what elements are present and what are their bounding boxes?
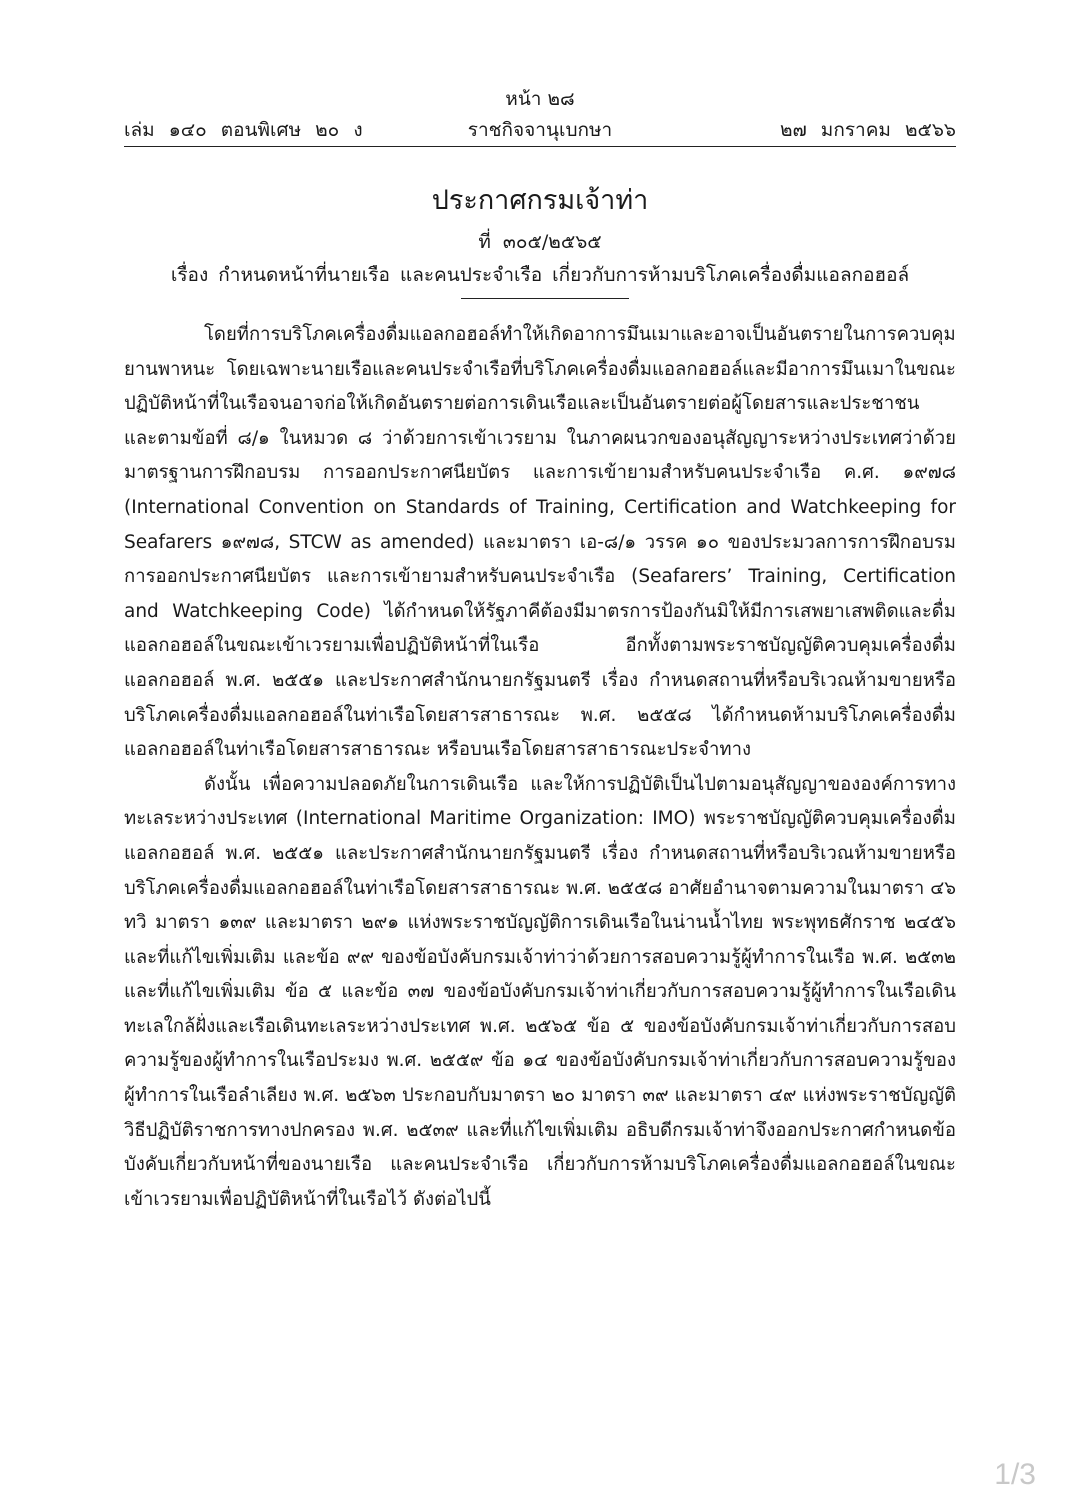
page-number-label: หน้า ๒๘ (505, 88, 575, 110)
header-divider (124, 146, 956, 147)
announcement-title: ประกาศกรมเจ้าท่า (431, 185, 649, 216)
volume-issue: เล่ม ๑๔๐ ตอนพิเศษ ๒๐ ง (124, 119, 363, 141)
gazette-name: ราชกิจจานุเบกษา (467, 119, 613, 141)
announcement-number: ที่ ๓๐๕/๒๕๖๕ (478, 231, 602, 253)
gazette-header (124, 115, 956, 145)
publication-date: ๒๗ มกราคม ๒๕๖๖ (779, 119, 956, 141)
announcement-subject: เรื่อง กำหนดหน้าที่นายเรือ และคนประจำเรือ เกี่ยวกับการห้ามบริโภคเครื่องดื่มแอลกอฮอล์ (170, 264, 910, 286)
body-paragraph-1: โดยที่การบริโภคเครื่องดื่มแอลกอฮอล์ทำให้เกิดอาการมึนเมาและอาจเป็นอันตรายในการควบคุมยานพาหนะ โดยเฉพาะนายเรือและคนประจำเรือที่บริโภคเครื่องดื่มแอลกอฮอล์และมีอาการมึนเมาในขณะปฏิบัติหน้าที่ในเรือจนอาจก่อให้เกิดอันตรายต่อการเดินเรือและเป็นอันตรายต่อผู้โดยสารและประชาชน และตามข้อที่ ๘/๑ ในหมวด ๘ ว่าด้วยการเข้าเวรยาม ในภาคผนวกของอนุสัญญาระหว่างประเทศว่าด้วยมาตรฐานการฝึกอบรม การออกประกาศนียบัตร และการเข้ายามสำหรับคนประจำเรือ ค.ศ. ๑๙๗๘ (International Convention on Standards of Training, Certification and Watchkeeping for Seafarers ๑๙๗๘, STCW as amended) และมาตรา เอ-๘/๑ วรรค ๑๐ ของประมวลการการฝึกอบรม การออกประกาศนียบัตร และการเข้ายามสำหรับคนประจำเรือ (Seafarers’ Training, Certification and Watchkeeping Code) ได้กำหนดให้รัฐภาคีต้องมีมาตรการป้องกันมิให้มีการเสพยาเสพติดและดื่มแอลกอฮอล์ในขณะเข้าเวรยามเพื่อปฏิบัติหน้าที่ในเรือ อีกทั้งตามพระราชบัญญัติควบคุมเครื่องดื่มแอลกอฮอล์ พ.ศ. ๒๕๕๑ และประกาศสำนักนายกรัฐมนตรี เรื่อง กำหนดสถานที่หรือบริเวณห้ามขายหรือบริโภคเครื่องดื่มแอลกอฮอล์ในท่าเรือโดยสารสาธารณะ พ.ศ. ๒๕๕๘ ได้กำหนดห้ามบริโภคเครื่องดื่มแอลกอฮอล์ในท่าเรือโดยสารสาธารณะ หรือบนเรือโดยสารสาธารณะประจำทาง (124, 324, 956, 761)
body-paragraph-2: ดังนั้น เพื่อความปลอดภัยในการเดินเรือ และให้การปฏิบัติเป็นไปตามอนุสัญญาขององค์การทางทะเลระหว่างประเทศ (International Maritime Organization: IMO) พระราชบัญญัติควบคุมเครื่องดื่มแอลกอฮอล์ พ.ศ. ๒๕๕๑ และประกาศสำนักนายกรัฐมนตรี เรื่อง กำหนดสถานที่หรือบริเวณห้ามขายหรือบริโภคเครื่องดื่มแอลกอฮอล์ในท่าเรือโดยสารสาธารณะ พ.ศ. ๒๕๕๘ อาศัยอำนาจตามความในมาตรา ๔๖ ทวิ มาตรา ๑๓๙ และมาตรา ๒๙๑ แห่งพระราชบัญญัติการเดินเรือในน่านน้ำไทย พระพุทธศักราช ๒๔๕๖ และที่แก้ไขเพิ่มเติม และข้อ ๙๙ ของข้อบังคับกรมเจ้าท่าว่าด้วยการสอบความรู้ผู้ทำการในเรือ พ.ศ. ๒๕๓๒ และที่แก้ไขเพิ่มเติม ข้อ ๕ และข้อ ๓๗ ของข้อบังคับกรมเจ้าท่าเกี่ยวกับการสอบความรู้ผู้ทำการในเรือเดินทะเลใกล้ฝั่งและเรือเดินทะเลระหว่างประเทศ พ.ศ. ๒๕๖๕ ข้อ ๕ ของข้อบังคับกรมเจ้าท่าเกี่ยวกับการสอบความรู้ของผู้ทำการในเรือประมง พ.ศ. ๒๕๕๙ ข้อ ๑๔ ของข้อบังคับกรมเจ้าท่าเกี่ยวกับการสอบความรู้ของผู้ทำการในเรือลำเลียง พ.ศ. ๒๕๖๓ ประกอบกับมาตรา ๒๐ มาตรา ๓๙ และมาตรา ๔๙ แห่งพระราชบัญญัติวิธีปฏิบัติราชการทางปกครอง พ.ศ. ๒๕๓๙ และที่แก้ไขเพิ่มเติม อธิบดีกรมเจ้าท่าจึงออกประกาศกำหนดข้อบังคับเกี่ยวกับหน้าที่ของนายเรือ และคนประจำเรือ เกี่ยวกับการห้ามบริโภคเครื่องดื่มแอลกอฮอล์ในขณะเข้าเวรยามเพื่อปฏิบัติหน้าที่ในเรือไว้ ดังต่อไปนี้ (124, 773, 956, 1210)
title-divider (461, 298, 629, 299)
page-indicator: 1/3 (994, 1458, 1036, 1491)
document-body (124, 318, 956, 1217)
